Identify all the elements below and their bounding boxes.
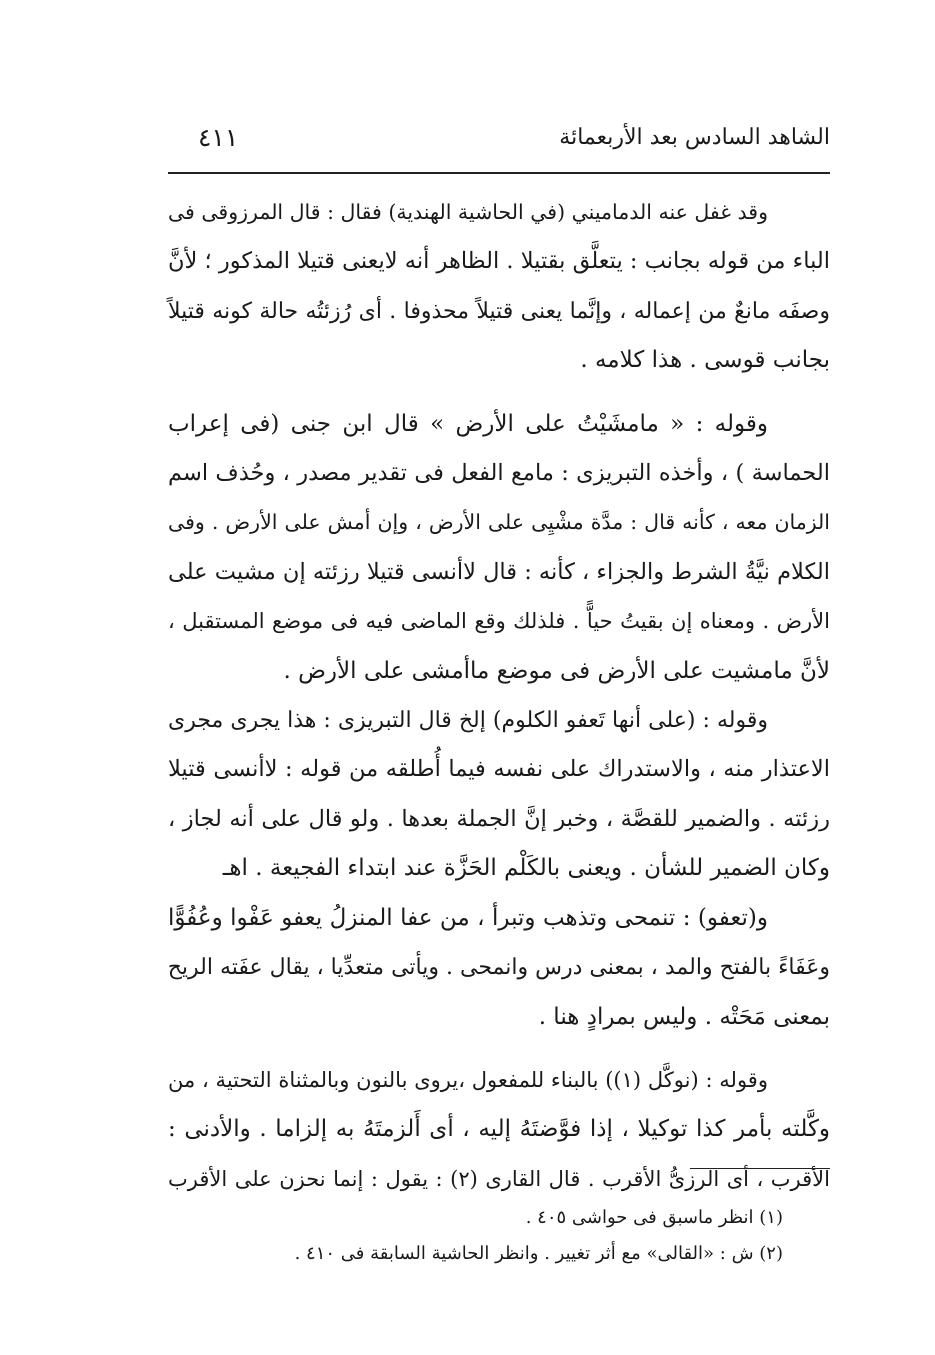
body-text <box>168 188 830 1204</box>
text-line: بمعنى مَحَتْه . وليس بمرادٍ هنا . <box>538 1003 830 1030</box>
running-head-title: الشاهد السادس بعد الأربعمائة <box>559 125 830 150</box>
text-line: وكَّلته بأمر كذا توكيلا ، إذا فوَّضتَهُ إليه ، أى أَلزمتَهُ به إلزاما . والأدنى : <box>168 1116 830 1143</box>
text-line: لأنَّ مامشيت على الأرض فى موضع ماأمشى على الأرض . <box>283 657 830 684</box>
paragraph <box>168 1056 830 1204</box>
text-line: وقوله : « مامشَيْتُ على الأرض » قال ابن جنى (فى إعراب <box>168 410 768 437</box>
text-line: بجانب قوسى . هذا كلامه . <box>580 347 830 374</box>
text-line: الأقرب ، أى الرزىُّ الأقرب . قال القارى (٢) : يقول : إنما نحزن على الأقرب <box>168 1166 830 1191</box>
footnote-1: (١) انظر ماسبق فى حواشى ٤٠٥ . <box>525 1207 783 1228</box>
text-line: رزئته . والضمير للقصَّة ، وخبر إنَّ الجملة بعدها . ولو قال على أنه لجاز ، <box>168 805 830 832</box>
paragraph <box>168 188 830 386</box>
text-line: و(تعفو) : تنمحى وتذهب وتبرأ ، من عفا المنزلُ يعفو عَفْوا وعُفُوًّا <box>168 904 768 931</box>
text-line: وقوله : (نوكَّل (١)) بالبناء للمفعول ،يروى بالنون وبالمثناة التحتية ، من <box>168 1067 768 1092</box>
text-line: وصفَه مانعٌ من إعماله ، وإنَّما يعنى قتيلاً محذوفا . أى رُزئتُه حالة كونه قتيلاً <box>168 298 830 324</box>
footnote-rule <box>690 1168 830 1169</box>
running-head <box>168 118 830 158</box>
text-line: الباء من قوله بجانب : يتعلَّق بقتيلا . الظاهر أنه لايعنى قتيلا المذكور ؛ لأنَّ <box>168 248 830 275</box>
text-line: الأرض . ومعناه إن بقيتُ حياًّ . فلذلك وقع الماضى فيه فى موضع المستقبل ، <box>168 609 830 634</box>
header-rule <box>168 172 830 174</box>
page-number: ٤١١ <box>198 123 239 152</box>
footnotes <box>168 1200 783 1272</box>
text-line: وكان الضمير للشأن . ويعنى بالكَلْم الحَزَّة عند ابتداء الفجيعة . اهـ <box>222 855 830 882</box>
text-line: الحماسة ) ، وأخذه التبريزى : مامع الفعل فى تقدير مصدر ، وحُذف اسم <box>168 460 830 487</box>
paragraph <box>168 400 830 696</box>
text-line: الكلام نيَّةُ الشرط والجزاء ، كأنه : قال لاأنسى قتيلا رزئته إن مشيت على <box>167 558 830 585</box>
text-line: وقد غفل عنه الدماميني (في الحاشية الهندية) فقال : قال المرزوقى فى <box>167 200 768 224</box>
text-line: وعَفَاءً بالفتح والمد ، بمعنى درس وانمحى . ويأتى متعدِّيا ، يقال عفَته الريح <box>167 955 830 981</box>
text-line: الاعتذار منه ، والاستدراك على نفسه فيما أُطلقه من قوله : لاأنسى قتيلا <box>168 756 830 783</box>
paragraph <box>168 696 830 894</box>
text-line: وقوله : (على أنها تَعفو الكلوم) إلخ قال التبريزى : هذا يجرى مجرى <box>168 708 768 734</box>
paragraph <box>168 894 830 1042</box>
text-line: الزمان معه ، كأنه قال : مدَّة مشْيِى على الأرض ، وإن أمش على الأرض . وفى <box>168 510 830 535</box>
footnote-2: (٢) ش : «القالى» مع أثر تغيير . وانظر الحاشية السابقة فى ٤١٠ . <box>294 1243 783 1264</box>
